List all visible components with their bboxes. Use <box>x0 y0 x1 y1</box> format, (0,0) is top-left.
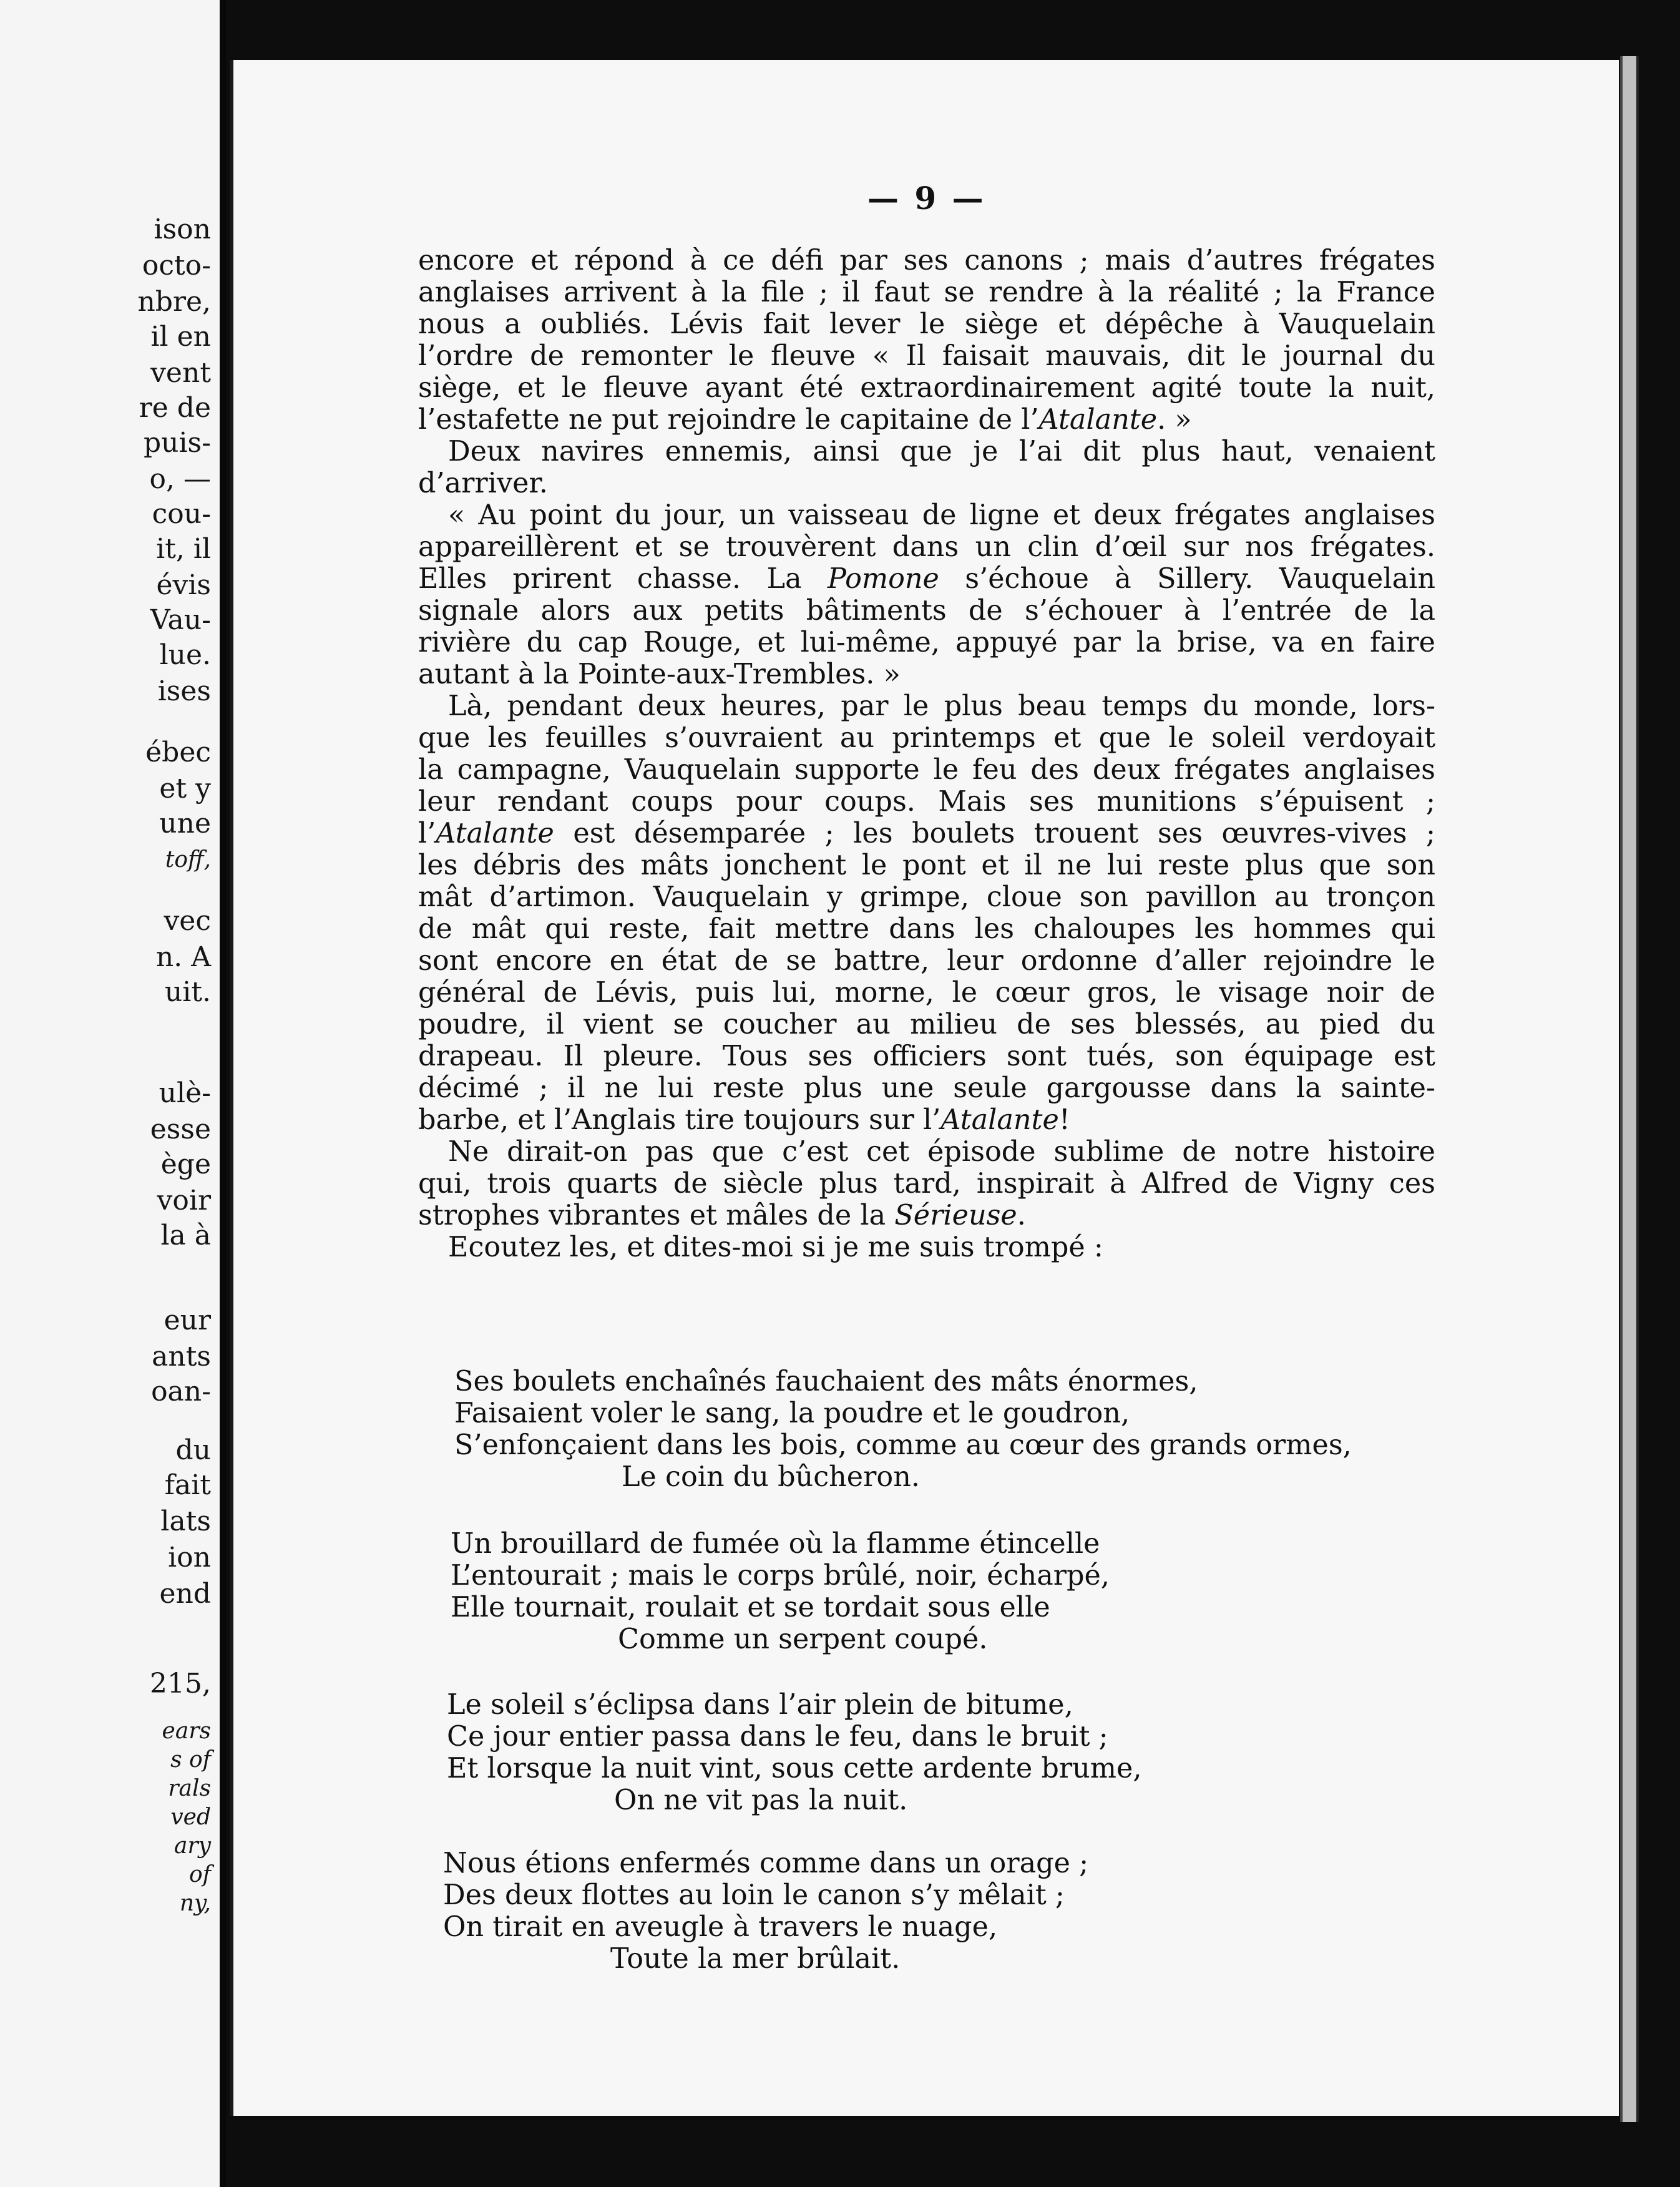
left-page-fragment: ison <box>154 213 211 245</box>
verse-line: Faisaient voler le sang, la poudre et le goudron, <box>454 1397 1130 1429</box>
verse-line: On tirait en aveugle à travers le nuage, <box>443 1911 998 1943</box>
left-page-fragment: lue. <box>159 639 211 671</box>
left-page-fragment: ears <box>162 1718 211 1744</box>
prose-line: siège, et le fleuve ayant été extraordinairement agité toute la nuit, <box>418 372 1435 404</box>
prose-line: la campagne, Vauquelain supporte le feu des deux frégates anglaises <box>418 754 1435 786</box>
prose-line: les débris des mâts jonchent le pont et il ne lui reste plus que son <box>418 849 1435 881</box>
left-page-fragment: s of <box>170 1747 211 1773</box>
verse-line: Toute la mer brûlait. <box>610 1943 901 1975</box>
prose-line: qui, trois quarts de siècle plus tard, inspirait à Alfred de Vigny ces <box>418 1168 1435 1200</box>
left-page-fragment: rals <box>168 1776 211 1801</box>
poem-stanza <box>454 1366 1390 1493</box>
page-number: — 9 — <box>867 180 986 217</box>
prose-line: mât d’artimon. Vauquelain y grimpe, cloue son pavillon au tronçon <box>418 881 1435 913</box>
verse-line: On ne vit pas la nuit. <box>614 1784 908 1816</box>
left-page-fragment: o, — <box>149 463 211 495</box>
left-page-fragment: ébec <box>145 736 211 768</box>
left-page-fragment: esse <box>150 1113 211 1145</box>
prose-line: strophes vibrantes et mâles de la Sérieuse. <box>418 1200 1026 1231</box>
prose-line: l’Atalante est désemparée ; les boulets trouent ses œuvres-vives ; <box>418 818 1435 849</box>
left-page-fragment: 215, <box>150 1668 211 1700</box>
prose-line: leur rendant coups pour coups. Mais ses munitions s’épuisent ; <box>418 786 1435 818</box>
left-page-fragment: voir <box>157 1185 211 1216</box>
prose-line: nous a oubliés. Lévis fait lever le siège et dépêche à Vauquelain <box>418 308 1435 340</box>
left-page-fragment: ary <box>173 1833 211 1859</box>
poem-stanza <box>443 1847 1379 1975</box>
left-page-fragment: end <box>159 1578 211 1610</box>
left-page-fragment: évis <box>156 569 211 601</box>
page-edge <box>1620 56 1639 2122</box>
verse-line: S’enfonçaient dans les bois, comme au cœur des grands ormes, <box>454 1429 1352 1461</box>
prose-line: signale alors aux petits bâtiments de s’échouer à l’entrée de la <box>418 595 1435 627</box>
prose-line: anglaises arrivent à la file ; il faut se rendre à la réalité ; la France <box>418 276 1435 308</box>
left-page-fragment: du <box>175 1434 211 1466</box>
verse-line: Nous étions enfermés comme dans un orage ; <box>443 1847 1089 1879</box>
prose-line: sont encore en état de se battre, leur ordonne d’aller rejoindre le <box>418 945 1435 977</box>
verse-line: Ce jour entier passa dans le feu, dans le bruit ; <box>447 1721 1108 1753</box>
poem-stanza <box>451 1528 1387 1655</box>
prose-line: que les feuilles s’ouvraient au printemps et que le soleil verdoyait <box>418 722 1435 754</box>
left-page-fragment: vent <box>150 357 211 389</box>
left-page-fragment: vec <box>164 905 211 937</box>
left-page-fragment: octo- <box>142 250 211 281</box>
prose-line: encore et répond à ce défi par ses canons ; mais d’autres frégates <box>418 245 1435 276</box>
left-page-fragment: il en <box>150 321 211 353</box>
italic-name: Pomone <box>827 563 939 595</box>
left-page-fragment: ants <box>152 1341 211 1372</box>
prose-line: Là, pendant deux heures, par le plus beau temps du monde, lors- <box>448 690 1435 722</box>
left-page-fragment: ège <box>160 1148 211 1180</box>
prose-line: Ne dirait-on pas que c’est cet épisode sublime de notre histoire <box>448 1136 1435 1168</box>
prose-line: Ecoutez les, et dites-moi si je me suis trompé : <box>448 1231 1103 1263</box>
left-page-fragment: re de <box>139 392 211 424</box>
left-page-fragment: oan- <box>151 1376 211 1407</box>
verse-line: Et lorsque la nuit vint, sous cette ardente brume, <box>447 1753 1142 1784</box>
verse-line: Comme un serpent coupé. <box>618 1623 988 1655</box>
prose-line: l’ordre de remonter le fleuve « Il faisait mauvais, dit le journal du <box>418 340 1435 372</box>
left-page-fragment: ny, <box>179 1891 211 1916</box>
italic-name: Atalante <box>940 1104 1059 1136</box>
prose-body <box>418 245 1435 1263</box>
verse-line: Un brouillard de fumée où la flamme étincelle <box>451 1528 1100 1560</box>
verse-line: Des deux flottes au loin le canon s’y mêlait ; <box>443 1879 1065 1911</box>
prose-line: Elles prirent chasse. La Pomone s’échoue à Sillery. Vauquelain <box>418 563 1435 595</box>
left-page-fragment: ion <box>168 1542 211 1573</box>
verse-line: Ses boulets enchaînés fauchaient des mâts énormes, <box>454 1366 1198 1397</box>
left-page-fragment: nbre, <box>137 286 211 318</box>
verse-line: Le soleil s’éclipsa dans l’air plein de bitume, <box>447 1689 1073 1721</box>
left-page-fragment: cou- <box>152 498 211 530</box>
prose-line: rivière du cap Rouge, et lui-même, appuyé par la brise, va en faire <box>418 627 1435 658</box>
prose-line: général de Lévis, puis lui, morne, le cœur gros, le visage noir de <box>418 977 1435 1009</box>
left-page-fragment: ved <box>170 1804 211 1830</box>
italic-name: Atalante <box>436 818 554 849</box>
poem-stanza <box>447 1689 1383 1816</box>
prose-line: appareillèrent et se trouvèrent dans un clin d’œil sur nos frégates. <box>418 531 1435 563</box>
left-page-fragment: puis- <box>143 427 211 459</box>
prose-line: Deux navires ennemis, ainsi que je l’ai dit plus haut, venaient <box>448 436 1435 467</box>
prose-line: poudre, il vient se coucher au milieu de ses blessés, au pied du <box>418 1009 1435 1040</box>
left-page-fragment: eur <box>164 1304 211 1336</box>
left-page-fragment: toff, <box>165 847 211 873</box>
verse-line: Le coin du bûcheron. <box>622 1461 921 1493</box>
italic-name: Sérieuse <box>894 1200 1017 1231</box>
verse-line: L’entourait ; mais le corps brûlé, noir, écharpé, <box>451 1560 1110 1592</box>
left-page-fragment: ises <box>157 675 211 707</box>
italic-name: Atalante <box>1038 404 1158 436</box>
left-page-fragment: n. A <box>155 941 211 973</box>
prose-line: drapeau. Il pleure. Tous ses officiers sont tués, son équipage est <box>418 1040 1435 1072</box>
left-page-fragment: la à <box>160 1220 211 1251</box>
left-page-fragment: lats <box>160 1505 211 1537</box>
prose-line: autant à la Pointe-aux-Trembles. » <box>418 658 901 690</box>
left-page-fragment: ulè- <box>159 1077 211 1109</box>
left-page-fragment: of <box>189 1862 211 1887</box>
prose-line: l’estafette ne put rejoindre le capitaine de l’Atalante. » <box>418 404 1192 436</box>
prose-line: d’arriver. <box>418 467 548 499</box>
left-page-fragment: Vau- <box>150 604 211 636</box>
prose-line: barbe, et l’Anglais tire toujours sur l’Atalante! <box>418 1104 1070 1136</box>
prose-line: « Au point du jour, un vaisseau de ligne et deux frégates anglaises <box>448 499 1435 531</box>
left-page-fragment: fait <box>164 1469 211 1501</box>
prose-line: de mât qui reste, fait mettre dans les chaloupes les hommes qui <box>418 913 1435 945</box>
left-facing-page <box>0 0 226 2187</box>
left-page-fragment: une <box>159 808 211 839</box>
verse-line: Elle tournait, roulait et se tordait sous elle <box>451 1592 1050 1623</box>
left-page-fragment: et y <box>159 773 211 805</box>
left-page-fragment: it, il <box>156 533 211 565</box>
prose-line: décimé ; il ne lui reste plus une seule gargousse dans la sainte- <box>418 1072 1435 1104</box>
left-page-fragment: uit. <box>164 976 211 1008</box>
